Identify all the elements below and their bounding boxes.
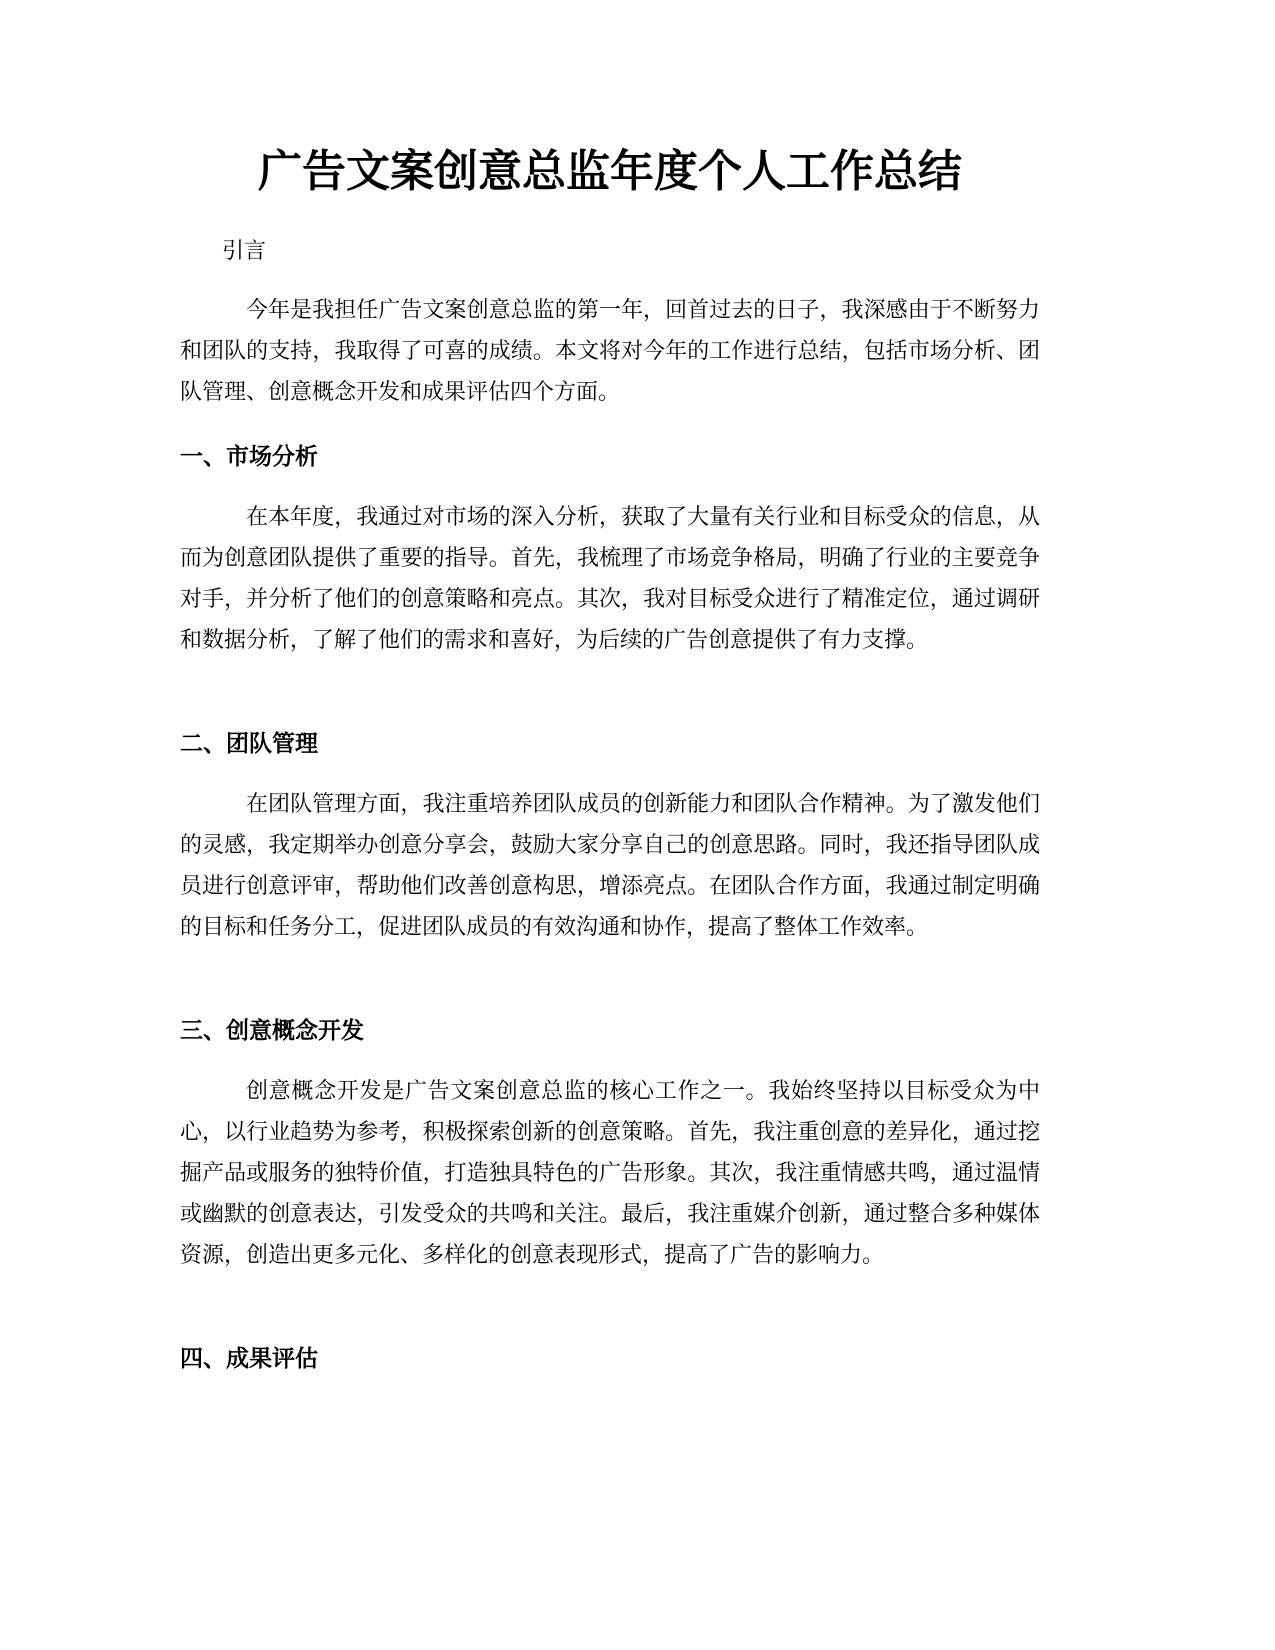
section-heading-results-evaluation: 四、成果评估 [180,1346,318,1372]
intro-label: 引言 [222,239,267,264]
section-heading-team-management: 二、团队管理 [180,731,318,757]
intro-paragraph: 今年是我担任广告文案创意总监的第一年，回首过去的日子，我深感由于不断努力和团队的支持，我取得了可喜的成绩。本文将对今年的工作进行总结，包括市场分析、团队管理、创意概念开发和成果评估四个方面。 [180,298,1040,405]
document-title: 广告文案创意总监年度个人工作总结 [258,146,962,197]
section-paragraph-creative-concept: 创意概念开发是广告文案创意总监的核心工作之一。我始终坚持以目标受众为中心，以行业趋势为参考，积极探索创新的创意策略。首先，我注重创意的差异化，通过挖掘产品或服务的独特价值，打造独具特色的广告形象。其次，我注重情感共鸣，通过温情或幽默的创意表达，引发受众的共鸣和关注。最后，我注重媒介创新，通过整合多种媒体资源，创造出更多元化、多样化的创意表现形式，提高了广告的影响力。 [180,1079,1040,1268]
section-paragraph-team-management: 在团队管理方面，我注重培养团队成员的创新能力和团队合作精神。为了激发他们的灵感，我定期举办创意分享会，鼓励大家分享自己的创意思路。同时，我还指导团队成员进行创意评审，帮助他们改善创意构思，增添亮点。在团队合作方面，我通过制定明确的目标和任务分工，促进团队成员的有效沟通和协作，提高了整体工作效率。 [180,792,1040,940]
section-heading-market-analysis: 一、市场分析 [180,444,318,470]
document-page [180,0,1040,1650]
section-heading-creative-concept: 三、创意概念开发 [180,1018,364,1044]
section-paragraph-market-analysis: 在本年度，我通过对市场的深入分析，获取了大量有关行业和目标受众的信息，从而为创意团队提供了重要的指导。首先，我梳理了市场竞争格局，明确了行业的主要竞争对手，并分析了他们的创意策略和亮点。其次，我对目标受众进行了精准定位，通过调研和数据分析，了解了他们的需求和喜好，为后续的广告创意提供了有力支撑。 [180,505,1040,653]
